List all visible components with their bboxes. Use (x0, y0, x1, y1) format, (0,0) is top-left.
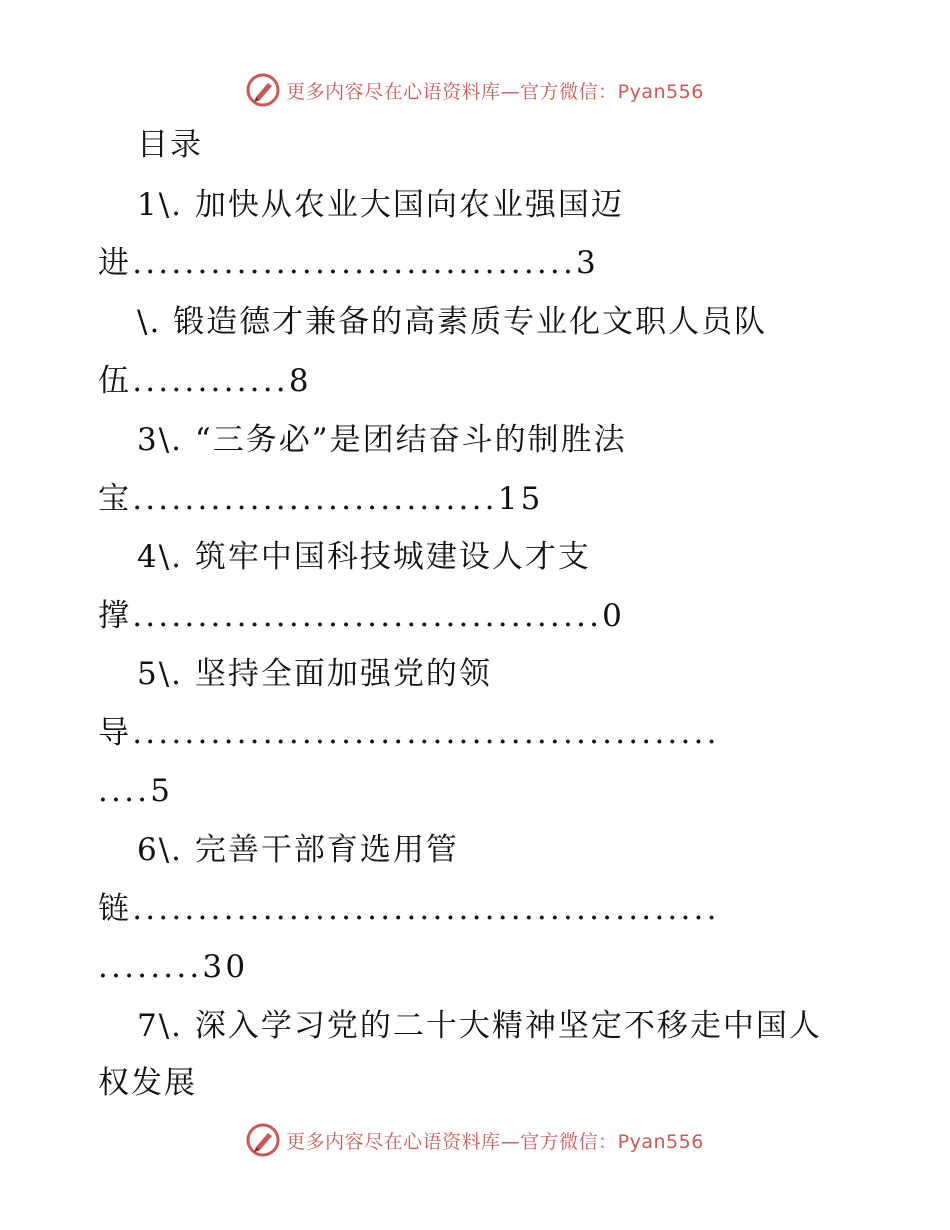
toc-entry-1-title[interactable]: 1\. 加快从农业大国向农业强国迈 (137, 187, 624, 223)
watermark-text: 更多内容尽在心语资料库—官方微信：Pyan556 (286, 80, 704, 103)
pen-logo-icon (246, 73, 280, 107)
toc-entry-4-leader[interactable]: 撑....................................0 (98, 598, 626, 634)
pen-logo-icon (246, 1123, 280, 1157)
toc-entry-2-leader[interactable]: 伍............8 (98, 363, 312, 399)
toc-entry-5-leader[interactable]: 导............................................. (98, 715, 720, 751)
toc-entry-2-title[interactable]: \. 锻造德才兼备的高素质专业化文职人员队 (137, 304, 768, 340)
toc-entry-5-page[interactable]: ....5 (98, 773, 174, 809)
toc-entry-5-title[interactable]: 5\. 坚持全面加强党的领 (137, 656, 492, 692)
toc-entry-7-continuation[interactable]: 权发展 (98, 1065, 197, 1101)
watermark-text: 更多内容尽在心语资料库—官方微信：Pyan556 (286, 1130, 704, 1153)
toc-entry-4-title[interactable]: 4\. 筑牢中国科技城建设人才支 (137, 539, 591, 575)
toc-entry-6-title[interactable]: 6\. 完善干部育选用管 (137, 832, 459, 868)
toc-title: 目录 (137, 127, 203, 163)
toc-entry-1-leader[interactable]: 进..................................3 (98, 245, 599, 281)
header-watermark (0, 70, 950, 110)
toc-entry-7-title[interactable]: 7\. 深入学习党的二十大精神坚定不移走中国人 (137, 1008, 822, 1044)
toc-entry-6-leader[interactable]: 链............................................. (98, 891, 720, 927)
footer-watermark (0, 1120, 950, 1160)
toc-entry-3-title[interactable]: 3\. “三务必”是团结奋斗的制胜法 (137, 422, 627, 458)
toc-entry-6-page[interactable]: ........30 (98, 949, 249, 985)
toc-entry-3-leader[interactable]: 宝............................15 (98, 481, 544, 517)
